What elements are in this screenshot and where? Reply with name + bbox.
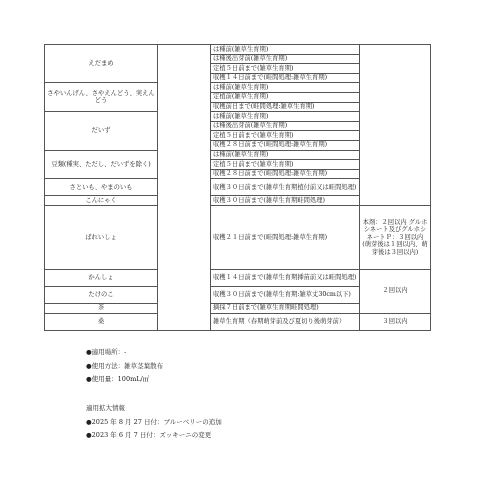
extension-title: 適用拡大情報: [86, 404, 125, 412]
timing-cell: は種前(雑草生育期): [211, 83, 360, 93]
timing-cell: 収穫前日まで(畦間処理:雑草生育期): [211, 102, 360, 112]
usage-notes: [86, 346, 163, 387]
timing-cell: 定植５日前まで(雑草生育期): [211, 160, 360, 170]
crop-cell: さといも、やまのいも: [45, 179, 158, 196]
table-row: [45, 313, 431, 330]
crop-cell: 茶: [45, 303, 158, 313]
timing-cell: 収穫２８日前まで(畦間処理:雑草生育期): [211, 140, 360, 150]
timing-cell: は種後出芽前(雑草生育期): [211, 121, 360, 131]
timing-cell: 収穫１４日前まで(雑草生育期挿苗前又は畦間処理): [211, 269, 360, 286]
timing-cell: は種前(雑草生育期): [211, 112, 360, 122]
extension-item: ●2023 年 6 月 7 日付：ズッキーニの変更: [86, 431, 212, 440]
crop-cell: こんにゃく: [45, 196, 158, 206]
timing-cell: は種前(雑草生育期): [211, 45, 360, 55]
timing-cell: は種後出芽前(雑草生育期): [211, 54, 360, 64]
timing-cell: 収穫１４日前まで(畦間処理:雑草生育期): [211, 73, 360, 83]
timing-cell: 定植前(雑草生育期): [211, 92, 360, 102]
timing-cell: 収穫３０日前まで(雑草生育期植付前又は畦間処理): [211, 179, 360, 196]
crop-cell: 桑: [45, 313, 158, 330]
table-row: [45, 205, 431, 269]
usage-method-note: ●使用方法：雑草茎葉散布: [86, 361, 164, 370]
crop-cell: 豆類(種実、ただし、だいずを除く): [45, 150, 158, 179]
application-table: [44, 44, 431, 331]
usage-amount-note: ●使用量：100mL/㎡: [86, 375, 150, 384]
timing-cell: 収穫３０日前まで(雑草生育期:雑草丈30cm以下): [211, 286, 360, 303]
table-row: [45, 269, 431, 286]
extension-item: ●2025 年 8 月 27 日付：ブルーベリーの追加: [86, 417, 222, 426]
extension-info: [86, 402, 222, 443]
blank-column-cell: [158, 45, 211, 331]
crop-cell: ばれいしょ: [45, 205, 158, 269]
count-cell: ２回以内: [360, 269, 431, 313]
application-site-note: ●適用場所：-: [86, 348, 127, 356]
crop-cell: えだまめ: [45, 45, 158, 83]
count-cell: ３回以内: [360, 313, 431, 330]
count-cell: 本剤：２回以内 グルホシネート及びグルホシネートＰ：３回以内 (萌芽後は１回以内、萌芽後は３回以内): [360, 205, 431, 269]
timing-cell: 雑草生育期（春期萌芽前及び夏切り後萌芽前）: [211, 313, 360, 330]
timing-cell: 定植５日前まで(雑草生育期): [211, 64, 360, 74]
timing-cell: 収穫２８日前まで(畦間処理:雑草生育期): [211, 169, 360, 179]
crop-cell: だいず: [45, 112, 158, 150]
timing-cell: 収穫２１日前まで(畦間処理:雑草生育期): [211, 205, 360, 269]
timing-cell: 定植５日前まで(雑草生育期): [211, 131, 360, 141]
crop-cell: たけのこ: [45, 286, 158, 303]
timing-cell: は種前(雑草生育期): [211, 150, 360, 160]
timing-cell: 摘採７日前まで(雑草生育期畦間処理): [211, 303, 360, 313]
timing-cell: 収穫３０日前まで(雑草生育期畦間処理): [211, 196, 360, 206]
crop-cell: さやいんげん、さやえんどう、実えんどう: [45, 83, 158, 112]
crop-cell: かんしょ: [45, 269, 158, 286]
table-row: [45, 45, 431, 55]
count-cell: [360, 45, 431, 206]
